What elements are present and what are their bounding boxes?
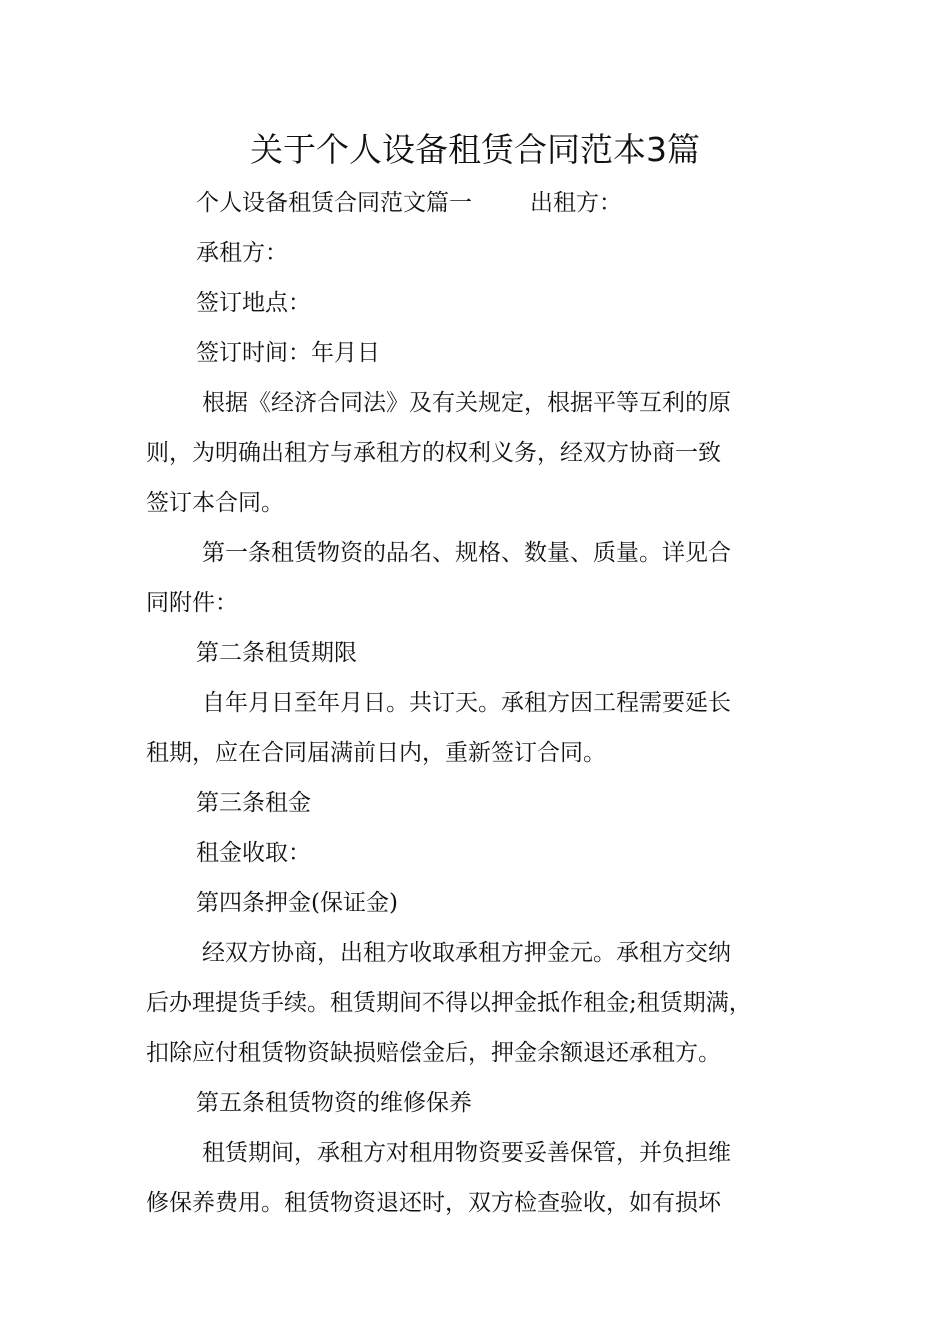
text-line: 租赁期间，承租方对租用物资要妥善保管，并负担维: [202, 1140, 731, 1166]
text-line: 第三条租金: [196, 790, 311, 816]
text-line: 经双方协商，出租方收取承租方押金元。承租方交纳: [202, 940, 731, 966]
document-title: 关于个人设备租赁合同范本3篇: [250, 130, 700, 169]
text-line: 扣除应付租赁物资缺损赔偿金后，押金余额退还承租方。: [146, 1040, 721, 1066]
text-line: 租期，应在合同届满前日内，重新签订合同。: [146, 740, 606, 766]
document-body: [146, 178, 818, 1228]
text-line: 后办理提货手续。租赁期间不得以押金抵作租金;租赁期满，: [146, 990, 752, 1016]
text-line: 同附件：: [146, 590, 238, 616]
lessor-label: 出租方：: [530, 190, 622, 216]
text-line: 第五条租赁物资的维修保养: [196, 1090, 472, 1116]
text-line: 第四条押金(保证金): [196, 890, 398, 916]
text-line: 修保养费用。租赁物资退还时，双方检查验收，如有损坏: [146, 1190, 721, 1216]
text-line: 第二条租赁期限: [196, 640, 357, 666]
text-line: 第一条租赁物资的品名、规格、数量、质量。详见合: [202, 540, 731, 566]
text-line: 自年月日至年月日。共订天。承租方因工程需要延长: [202, 690, 731, 716]
section-heading: 个人设备租赁合同范文篇一: [196, 190, 472, 216]
text-line: 签订本合同。: [146, 490, 284, 516]
text-line: 租金收取：: [196, 840, 311, 866]
section-heading-line: [146, 178, 818, 228]
text-line: 签订时间：年月日: [196, 340, 380, 366]
text-line: 承租方：: [196, 240, 288, 266]
text-line: 则，为明确出租方与承租方的权利义务，经双方协商一致: [146, 440, 721, 466]
text-line: 根据《经济合同法》及有关规定，根据平等互利的原: [202, 390, 731, 416]
text-line: 签订地点：: [196, 290, 311, 316]
